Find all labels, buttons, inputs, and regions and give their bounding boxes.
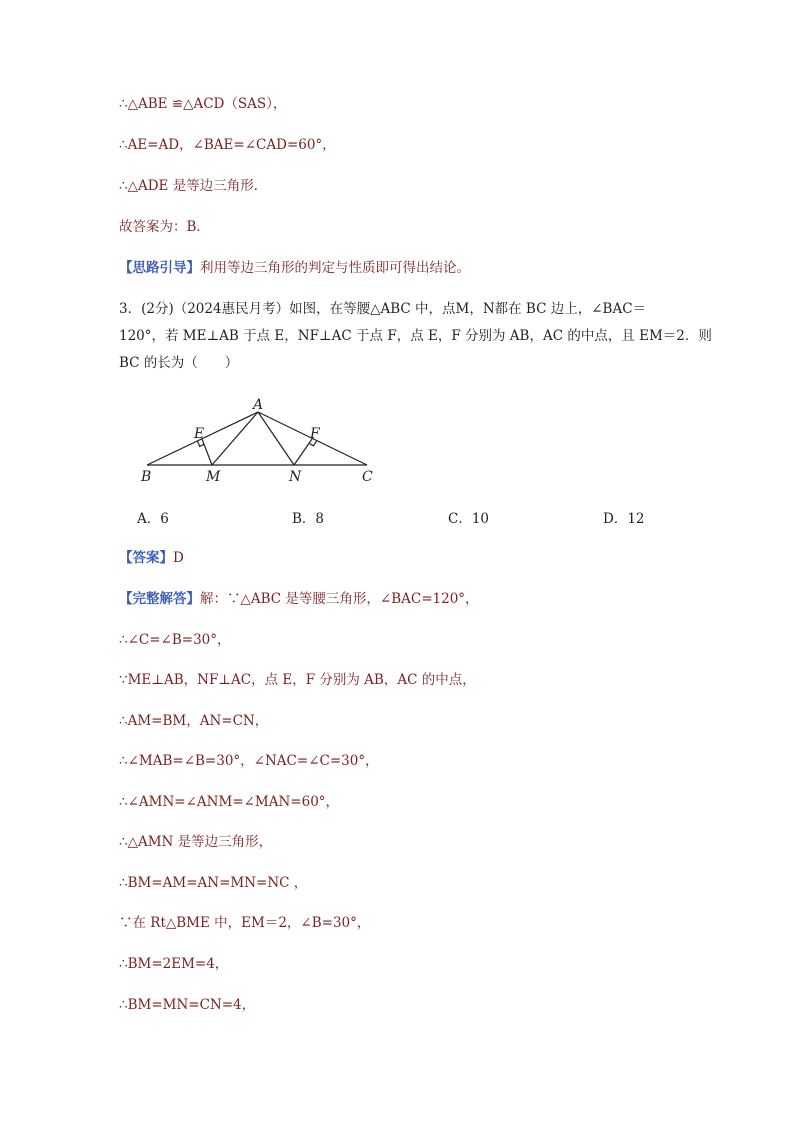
choice-row (0, 507, 794, 529)
solution-intro-line (119, 589, 479, 609)
hint-text: 利用等边三角形的判定与性质即可得出结论。 (200, 260, 470, 276)
solution-step: ∴∠AMN=∠ANM=∠MAN=60°， (119, 794, 340, 810)
solution-tag: 【完整解答】 (119, 591, 200, 607)
solution-step: ∴BM=2EM=4， (119, 956, 229, 972)
label-e: E (194, 426, 205, 442)
answer-line (119, 548, 184, 568)
solution-step: ∴∠C=∠B=30°， (119, 632, 231, 648)
question-line-1: 3．(2分)（2024惠民月考）如图，在等腰△ABC 中，点M，N都在 BC 边上，∠BAC＝ (119, 301, 647, 317)
label-a: A (253, 397, 264, 413)
answer-tag: 【答案】 (119, 550, 173, 566)
solution-step: ∴BM=MN=CN=4， (119, 997, 256, 1013)
hint-tag: 【思路引导】 (119, 260, 200, 276)
solution-step: ∴∠MAB=∠B=30°，∠NAC=∠C=30°， (119, 753, 379, 769)
segment-an (258, 412, 294, 465)
solution-step: ∴AM=BM，AN=CN， (119, 713, 269, 729)
segment-nf (294, 439, 312, 465)
segment-am (212, 412, 258, 465)
choice-c: C．10 (448, 511, 490, 527)
solution-line-equal-sides: ∴AE=AD，∠BAE=∠CAD=60°， (119, 137, 336, 153)
choice-d: D．12 (603, 511, 645, 527)
solution-intro: 解：∵△ABC 是等腰三角形，∠BAC=120°， (200, 591, 479, 607)
hint-line (119, 258, 470, 278)
solution-step: ∴BM=AM=AN=MN=NC ， (119, 875, 308, 891)
choice-b: B．8 (292, 511, 325, 527)
solution-line-congruent: ∴△ABE ≌△ACD（SAS）， (119, 96, 287, 112)
label-n: N (289, 469, 302, 485)
solution-step: ∴△AMN 是等边三角形， (119, 834, 273, 850)
solution-line-equilateral: ∴△ADE 是等边三角形． (119, 178, 268, 194)
solution-step: ∵在 Rt△BME 中，EM＝2，∠B=30°， (119, 915, 371, 931)
solution-step: ∵ME⊥AB，NF⊥AC，点 E，F 分别为 AB，AC 的中点， (119, 672, 476, 688)
segment-me (202, 439, 212, 465)
label-b: B (141, 469, 152, 485)
answer-summary: 故答案为：B． (119, 219, 210, 235)
question-line-2: 120°，若 ME⊥AB 于点 E，NF⊥AC 于点 F，点 E，F 分别为 AB，AC 的中点，且 EM＝2．则 (119, 328, 712, 344)
label-f: F (310, 426, 320, 442)
label-m: M (206, 469, 221, 485)
label-c: C (362, 469, 373, 485)
triangle-figure (135, 392, 385, 492)
question-line-3: BC 的长为（ ） (119, 355, 239, 371)
answer-value: D (173, 550, 184, 566)
choice-a: A．6 (137, 511, 169, 527)
